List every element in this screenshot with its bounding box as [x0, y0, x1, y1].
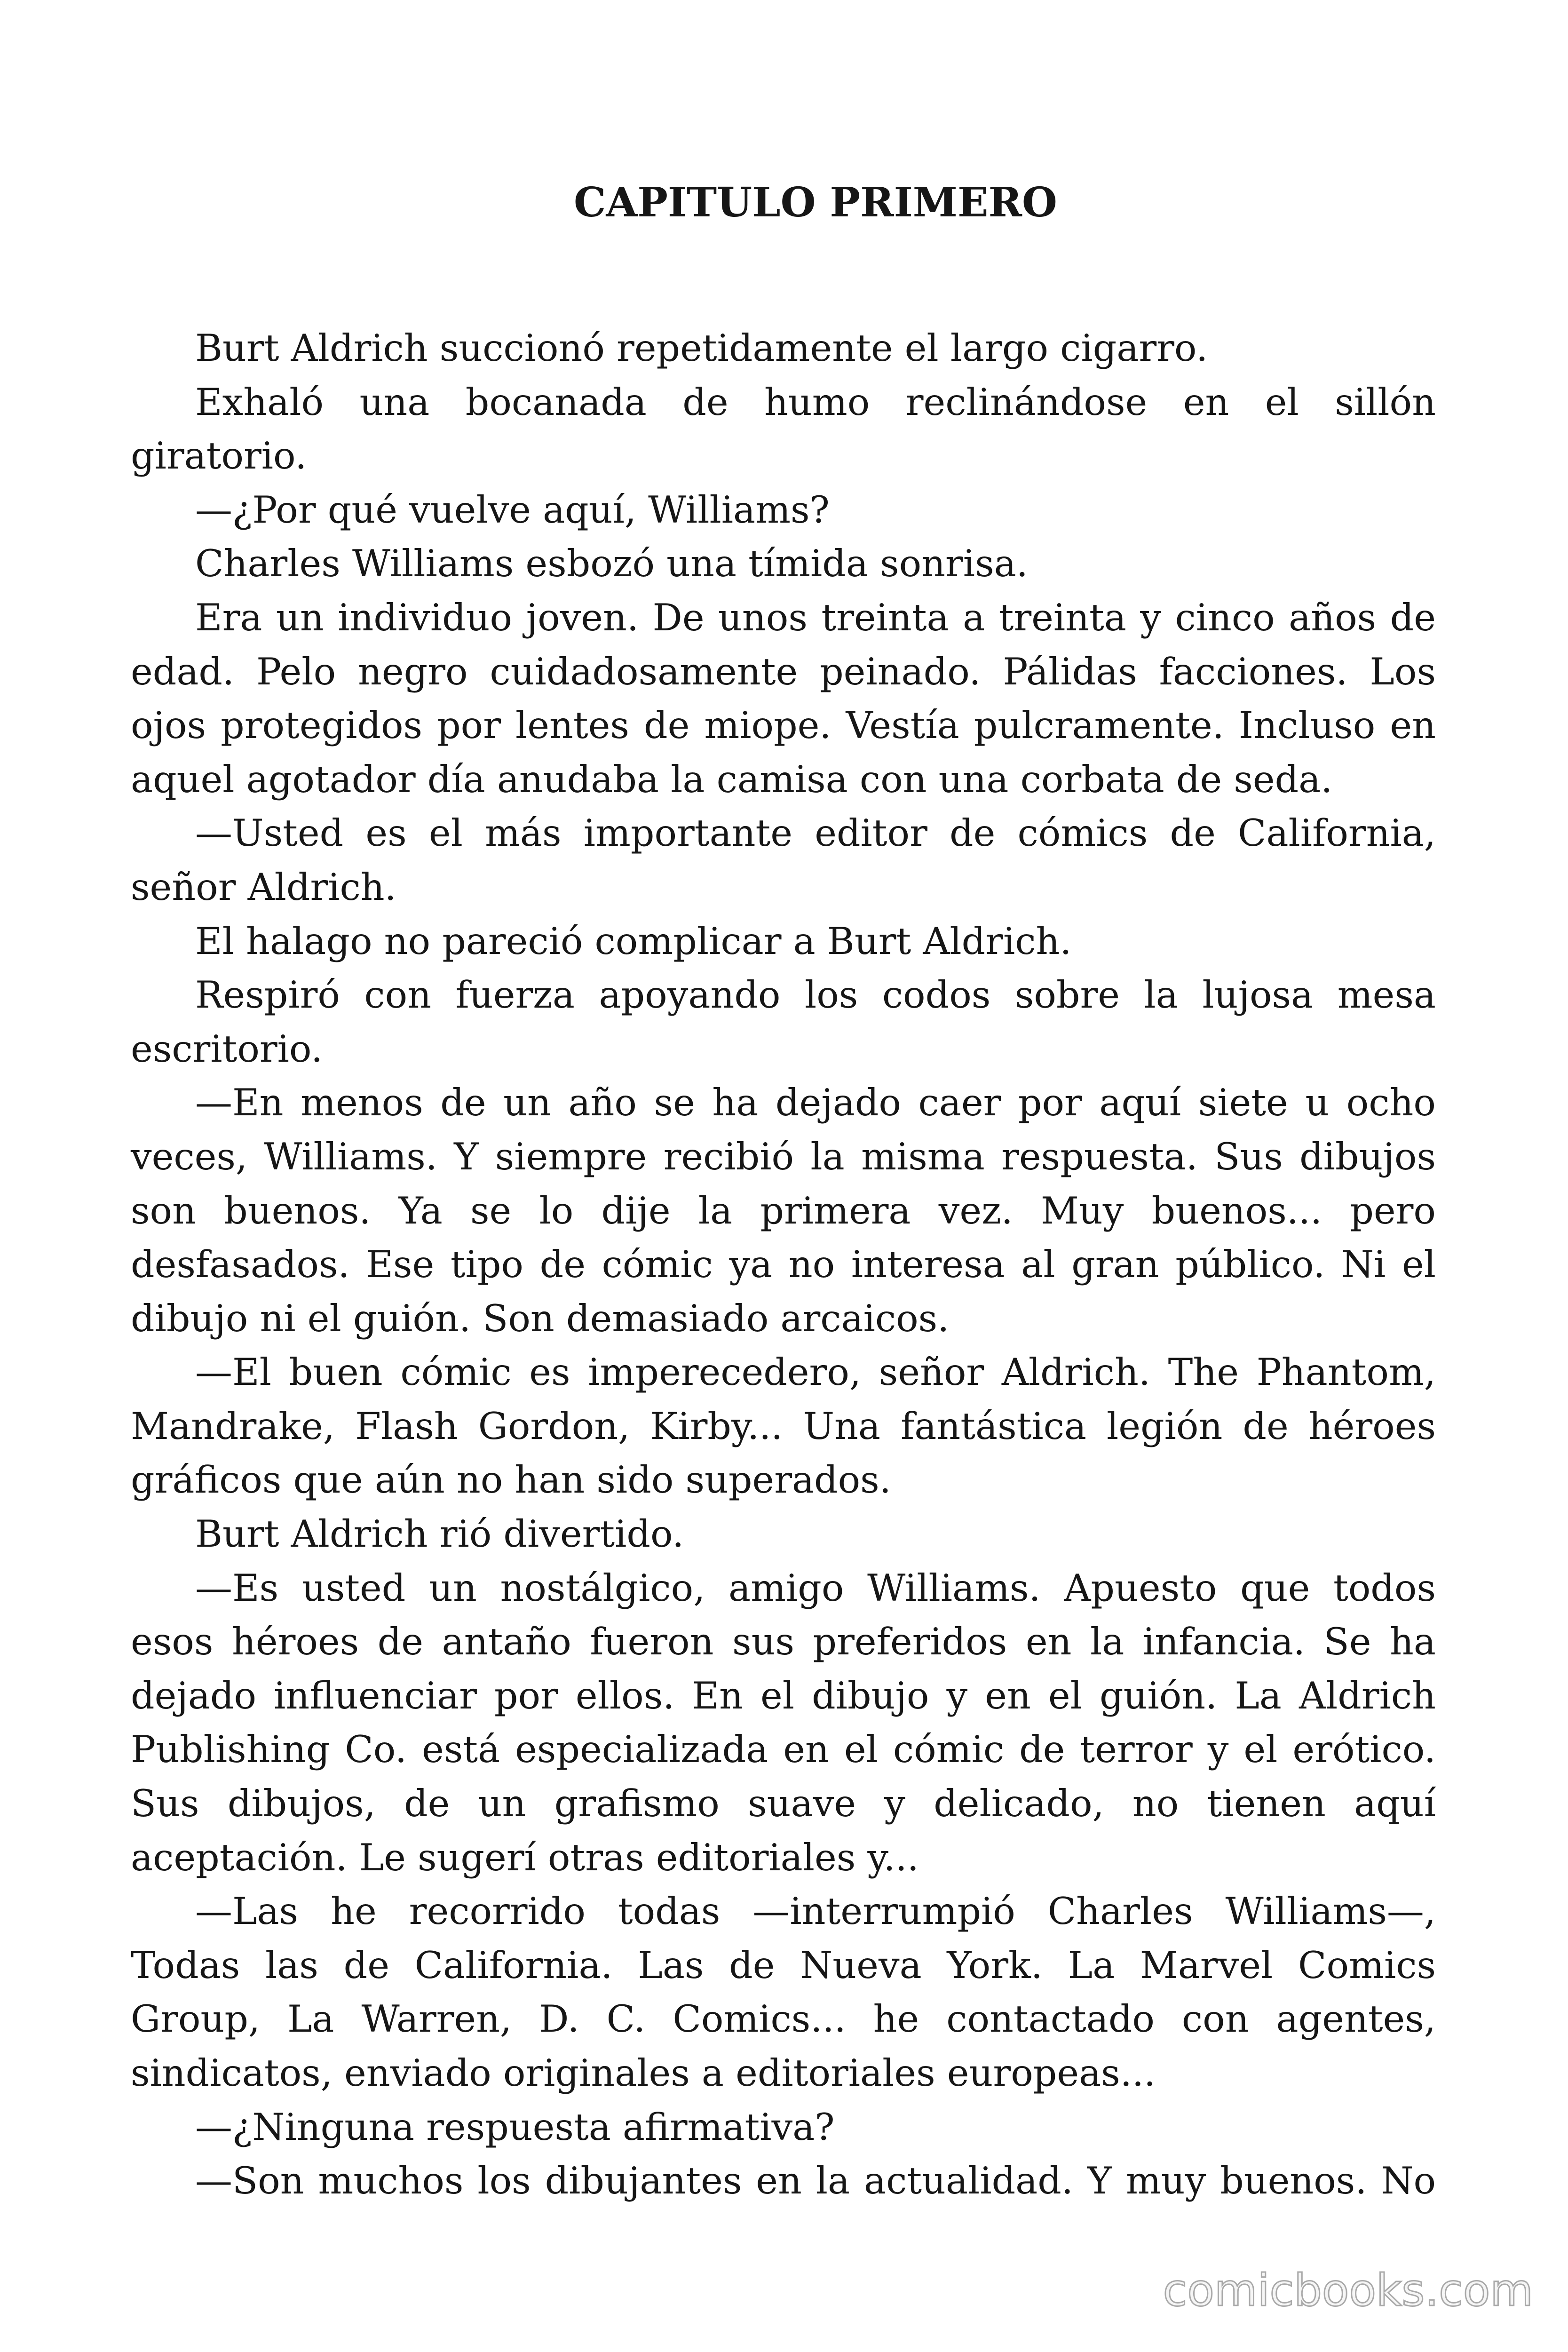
paragraph: [131, 321, 1436, 375]
text-line: Sus dibujos, de un grafismo suave y delicado, no tienen aquí: [131, 1782, 1436, 1826]
text-line: —Usted es el más importante editor de cómics de California,: [195, 811, 1436, 855]
text-line: aquel agotador día anudaba la camisa con una corbata de seda.: [131, 757, 1333, 801]
text-line: Publishing Co. está especializada en el cómic de terror y el erótico.: [131, 1728, 1436, 1772]
text-line: Exhaló una bocanada de humo reclinándose en el sillón: [195, 380, 1436, 424]
paragraph: [131, 537, 1436, 591]
paragraph: [131, 2100, 1436, 2154]
text-line: escritorio.: [131, 1027, 323, 1071]
paragraph: [131, 1884, 1436, 2100]
text-line: —El buen cómic es imperecedero, señor Aldrich. The Phantom,: [195, 1351, 1436, 1394]
text-line: son buenos. Ya se lo dije la primera vez. Muy buenos... pero: [131, 1189, 1436, 1232]
text-line: Burt Aldrich rió divertido.: [195, 1512, 684, 1556]
paragraph: [131, 1076, 1436, 1345]
watermark: comicbooks.com: [1163, 2265, 1533, 2316]
paragraph: [131, 806, 1436, 914]
text-line: edad. Pelo negro cuidadosamente peinado. Pálidas facciones. Los: [131, 650, 1436, 693]
paragraph: [131, 483, 1436, 537]
paragraph: [131, 1507, 1436, 1561]
text-line: Group, La Warren, D. C. Comics... he contactado con agentes,: [131, 1997, 1436, 2041]
text-line: Respiró con fuerza apoyando los codos sobre la lujosa mesa: [195, 973, 1436, 1017]
body-text: [131, 321, 1436, 2208]
chapter-title: CAPITULO PRIMERO: [574, 179, 1057, 226]
paragraph: [131, 968, 1436, 1076]
paragraph: [131, 914, 1436, 969]
text-line: gráficos que aún no han sido superados.: [131, 1458, 891, 1502]
paragraph: [131, 1561, 1436, 1885]
paragraph: [131, 2154, 1436, 2208]
text-line: Mandrake, Flash Gordon, Kirby... Una fantástica legión de héroes: [131, 1404, 1436, 1448]
text-line: aceptación. Le sugerí otras editoriales y...: [131, 1836, 919, 1879]
text-line: —Son muchos los dibujantes en la actualidad. Y muy buenos. No: [195, 2159, 1436, 2203]
text-line: esos héroes de antaño fueron sus preferidos en la infancia. Se ha: [131, 1620, 1436, 1664]
paragraph: [131, 375, 1436, 483]
text-line: señor Aldrich.: [131, 865, 396, 909]
text-line: Era un individuo joven. De unos treinta a treinta y cinco años de: [195, 596, 1436, 639]
text-line: veces, Williams. Y siempre recibió la misma respuesta. Sus dibujos: [131, 1135, 1436, 1178]
text-line: —¿Ninguna respuesta afirmativa?: [195, 2105, 835, 2149]
text-line: sindicatos, enviado originales a editoriales europeas...: [131, 2051, 1156, 2095]
text-line: —Las he recorrido todas —interrumpió Charles Williams—,: [195, 1890, 1436, 1933]
text-line: —En menos de un año se ha dejado caer por aquí siete u ocho: [195, 1081, 1436, 1125]
text-line: dibujo ni el guión. Son demasiado arcaicos.: [131, 1296, 950, 1340]
text-line: giratorio.: [131, 434, 307, 478]
text-line: dejado influenciar por ellos. En el dibujo y en el guión. La Aldrich: [131, 1674, 1436, 1717]
paragraph: [131, 591, 1436, 806]
text-line: —Es usted un nostálgico, amigo Williams. Apuesto que todos: [195, 1566, 1436, 1610]
text-line: desfasados. Ese tipo de cómic ya no interesa al gran público. Ni el: [131, 1243, 1436, 1287]
text-line: Burt Aldrich succionó repetidamente el largo cigarro.: [195, 326, 1208, 370]
text-line: El halago no pareció complicar a Burt Aldrich.: [195, 919, 1072, 963]
text-line: —¿Por qué vuelve aquí, Williams?: [195, 488, 830, 532]
text-line: ojos protegidos por lentes de miope. Vestía pulcramente. Incluso en: [131, 704, 1436, 747]
paragraph: [131, 1345, 1436, 1507]
text-line: Todas las de California. Las de Nueva York. La Marvel Comics: [131, 1943, 1436, 1987]
text-line: Charles Williams esbozó una tímida sonrisa.: [195, 542, 1028, 586]
